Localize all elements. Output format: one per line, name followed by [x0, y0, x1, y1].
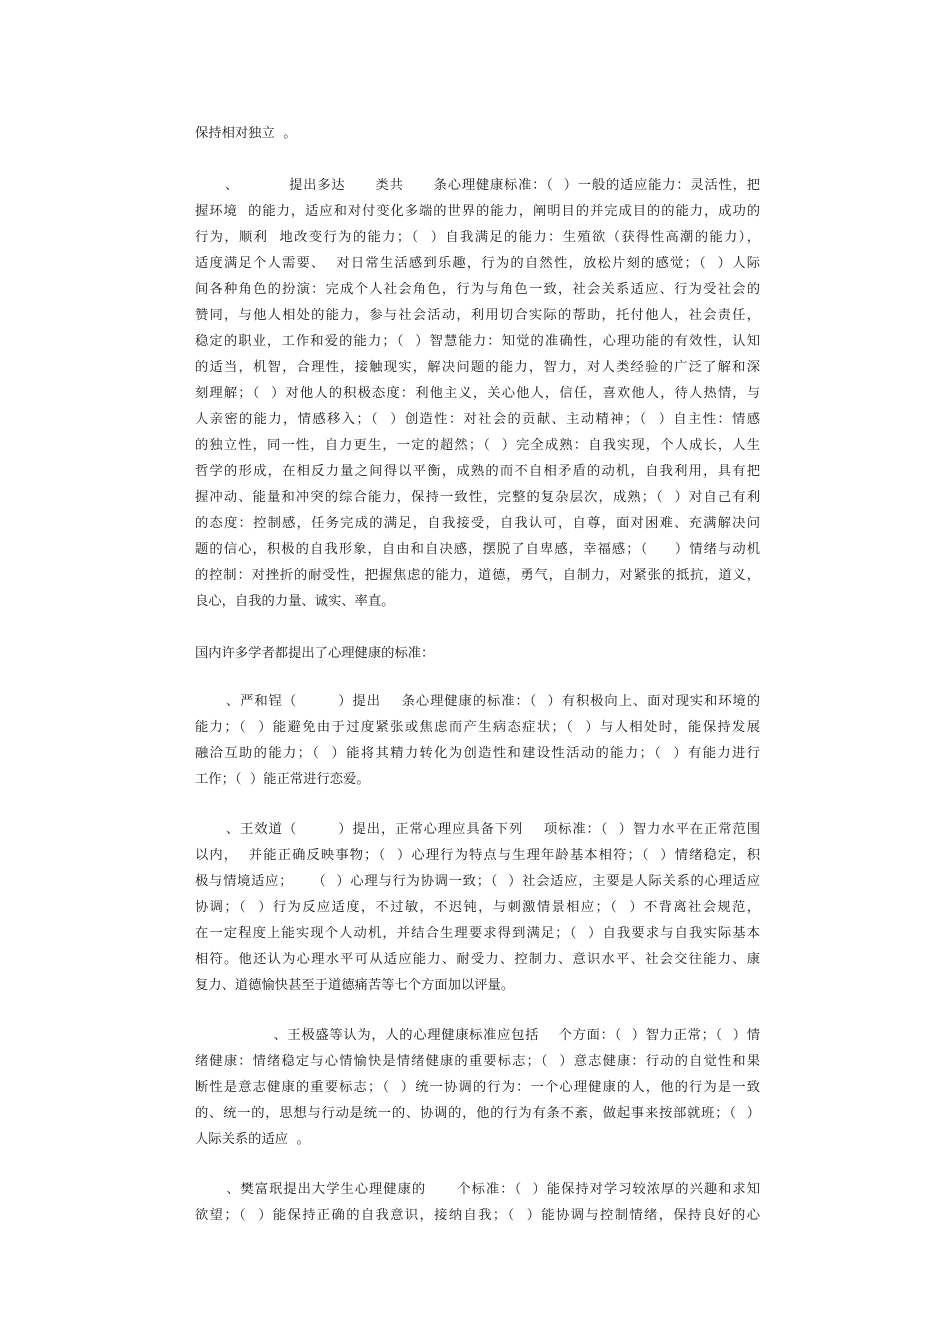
text-line: 握环境 的能力，适应和对付变化多端的世界的能力，阐明目的并完成目的的能力，成功的: [195, 204, 760, 219]
text-line: 复力、道德愉快甚至于道德痛苦等七个方面加以评量。: [195, 978, 515, 993]
text-line: 保持相对独立 。: [195, 126, 297, 141]
text-line: 、樊富珉提出大学生心理健康的 个标准：（ ）能保持对学习较浓厚的兴趣和求知: [195, 1182, 760, 1197]
text-line: 能力；（ ）能避免由于过度紧张或焦虑而产生病态症状；（ ）与人相处时，能保持发展: [195, 720, 760, 735]
paragraph-wang-xiaodao-standards: [195, 817, 760, 999]
text-line: 融洽互助的能力；（ ）能将其精力转化为创造性和建设性活动的能力；（ ）有能力进行: [195, 746, 760, 761]
text-line: 的态度：控制感，任务完成的满足，自我接受，自我认可，自尊，面对困难、充满解决问: [195, 516, 760, 531]
text-line: 国内许多学者都提出了心理健康的标准：: [195, 646, 435, 661]
text-line: 欲望；（ ）能保持正确的自我意识，接纳自我；（ ）能协调与控制情绪，保持良好的心: [195, 1208, 760, 1223]
text-line: 、 提出多达 类共 条心理健康标准：（ ）一般的适应能力：灵活性，把: [195, 178, 760, 193]
text-line: 、王极盛等认为，人的心理健康标准应包括 个方面：（ ）智力正常；（ ）情: [195, 1028, 760, 1043]
text-line: 握冲动、能量和冲突的综合能力，保持一致性，完整的复杂层次，成熟；（ ）对自己有利: [195, 490, 760, 505]
text-line: 的独立性，同一性，自力更生，一定的超然；（ ）完全成熟：自我实现，个人成长，人生: [195, 438, 760, 453]
paragraph-wang-jisheng-standards: [195, 1023, 760, 1153]
text-line: 刻理解；（ ）对他人的积极态度：利他主义，关心他人，信任，喜欢他人，待人热情，与: [195, 386, 760, 401]
text-line: 行为，顺利 地改变行为的能力；（ ）自我满足的能力：生殖欲（获得性高潮的能力），: [195, 230, 760, 245]
text-line: 相符。他还认为心理水平可从适应能力、耐受力、控制力、意识水平、社会交往能力、康: [195, 952, 760, 967]
paragraph-yan-standards: [195, 689, 760, 793]
text-line: 间各种角色的扮演：完成个人社会角色，行为与角色一致，社会关系适应、行为受社会的: [195, 282, 760, 297]
text-line: 题的信心，积极的自我形象，自由和自决感，摆脱了自卑感，幸福感；（ ）情绪与动机: [195, 542, 760, 557]
text-line: 工作；（ ）能正常进行恋爱。: [195, 772, 370, 787]
text-line: 极与情境适应； （ ）心理与行为协调一致；（ ）社会适应，主要是人际关系的心理适应: [195, 874, 760, 889]
text-line: 断性是意志健康的重要标志；（ ）统一协调的行为：一个心理健康的人，他的行为是一致: [195, 1080, 760, 1095]
text-line: 的适当，机智，合理性，接触现实，解决问题的能力，智力，对人类经验的广泛了解和深: [195, 360, 760, 375]
text-line: 稳定的职业，工作和爱的能力；（ ）智慧能力：知觉的准确性，心理功能的有效性，认知: [195, 334, 760, 349]
text-line: 、严和锃（ ）提出 条心理健康的标准：（ ）有积极向上、面对现实和环境的: [195, 694, 760, 709]
text-line: 适度满足个人需要、 对日常生活感到乐趣，行为的自然性，放松片刻的感觉；（ ）人际: [195, 256, 760, 271]
text-line: 、王效道（ ）提出，正常心理应具备下列 项标准：（ ）智力水平在正常范围: [195, 822, 760, 837]
text-line: 绪健康：情绪稳定与心情愉快是情绪健康的重要标志；（ ）意志健康：行动的自觉性和果: [195, 1054, 760, 1069]
text-line: 良心，自我的力量、诚实、率直。: [195, 594, 395, 609]
text-line: 的、统一的，思想与行动是统一的、协调的，他的行为有条不紊，做起事来按部就班；（ ）: [195, 1106, 760, 1121]
text-line: 人亲密的能力，情感移入；（ ）创造性：对社会的贡献、主动精神；（ ）自主性：情感: [195, 412, 760, 427]
text-line: 协调；（ ）行为反应适度，不过敏，不迟钝，与刺激情景相应；（ ）不背离社会规范，: [195, 900, 760, 915]
paragraph-fan-fumin-standards: [195, 1177, 760, 1229]
text-line: 以内， 并能正确反映事物；（ ）心理行为特点与生理年龄基本相符；（ ）情绪稳定，积: [195, 848, 760, 863]
paragraph-domestic-intro: [195, 641, 760, 667]
text-line: 人际关系的适应 。: [195, 1132, 310, 1147]
text-line: 的控制：对挫折的耐受性，把握焦虑的能力，道德，勇气，自制力，对紧张的抵抗，道义，: [195, 568, 760, 583]
paragraph-intro: [195, 121, 760, 147]
paragraph-standards-list: [195, 173, 760, 615]
text-line: 在一定程度上能实现个人动机，并结合生理要求得到满足；（ ）自我要求与自我实际基本: [195, 926, 760, 941]
text-line: 赞同，与他人相处的能力，参与社会活动，利用切合实际的帮助，托付他人，社会责任，: [195, 308, 760, 323]
text-line: 哲学的形成，在相反力量之间得以平衡，成熟的而不自相矛盾的动机，自我利用，具有把: [195, 464, 760, 479]
